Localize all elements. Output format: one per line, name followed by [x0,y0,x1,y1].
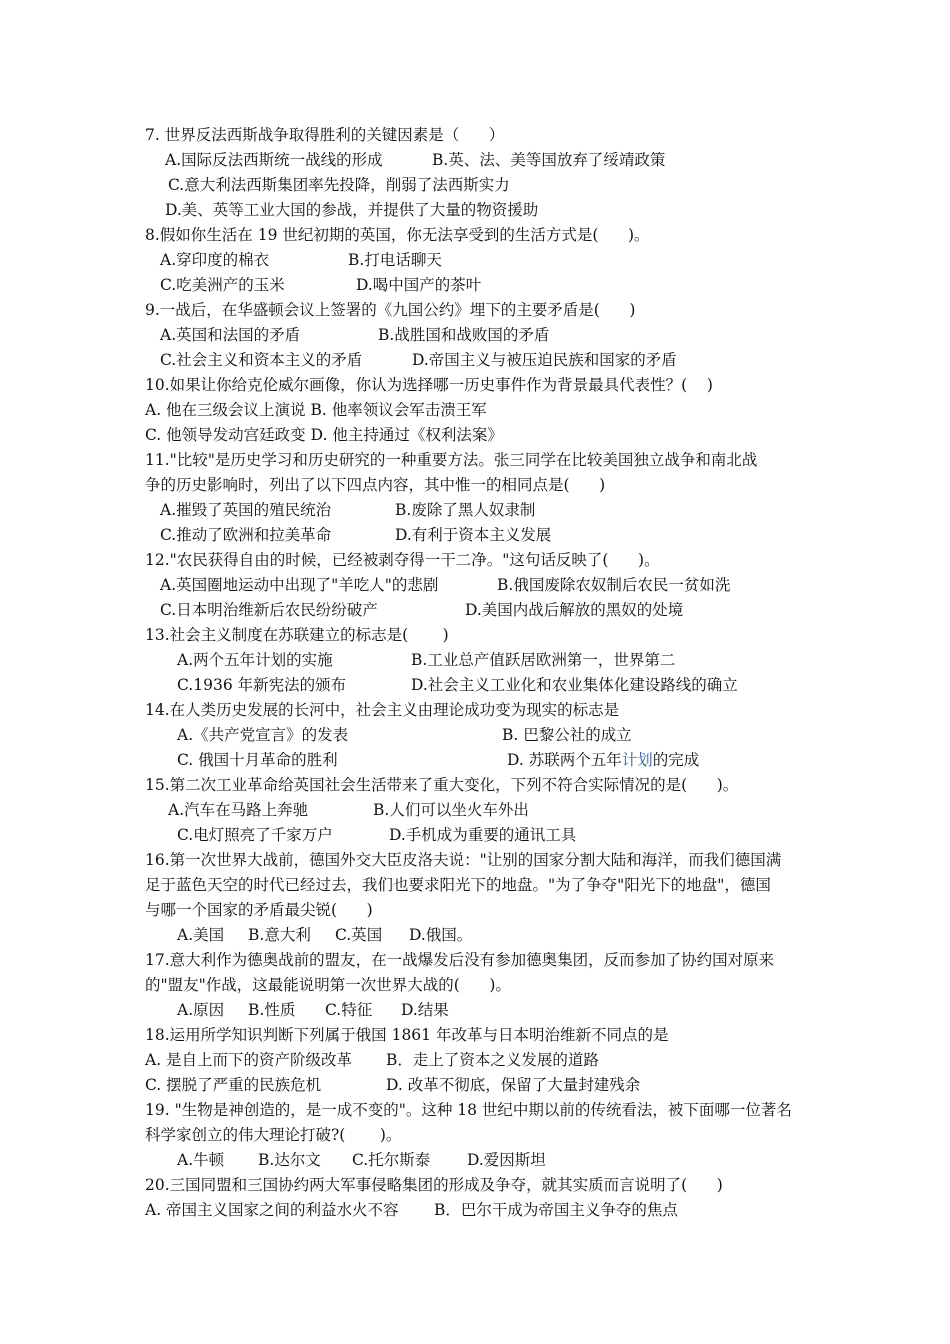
q18-option-c: C. 摆脱了严重的民族危机 [145,1076,322,1094]
q11-option-d: D.有利于资本主义发展 [395,526,552,544]
q16-option-c: C.英国 [335,926,383,944]
q19-option-b: B.达尔文 [258,1151,321,1169]
q14-option-d-highlight: 计划 [621,751,653,769]
q18-stem: 18.运用所学知识判断下列属于俄国 1861 年改革与日本明治维新不同点的是 [145,1026,669,1044]
q13-stem: 13.社会主义制度在苏联建立的标志是( ) [145,626,449,644]
q14-option-b: B. 巴黎公社的成立 [502,726,632,744]
q11-option-a: A.摧毁了英国的殖民统治 [160,501,332,519]
q14-option-d-pre: D. 苏联两个五年 [507,751,622,769]
q15-stem: 15.第二次工业革命给英国社会生活带来了重大变化，下列不符合实际情况的是( )。 [145,776,739,794]
q12-stem: 12."农民获得自由的时候，已经被剥夺得一干二净。"这句话反映了( )。 [145,551,660,569]
q16-stem-line2: 足于蓝色天空的时代已经过去，我们也要求阳光下的地盘。"为了争夺"阳光下的地盘"，德国 [145,876,771,894]
q9-option-d: D.帝国主义与被压迫民族和国家的矛盾 [412,351,677,369]
q14-option-d-post: 的完成 [652,751,700,769]
q20-stem: 20.三国同盟和三国协约两大军事侵略集团的形成及争夺，就其实质而言说明了( ) [145,1176,723,1194]
q17-option-b: B.性质 [248,1001,296,1019]
q20-option-a: A. 帝国主义国家之间的利益水火不容 [145,1201,399,1219]
q13-option-c: C.1936 年新宪法的颁布 [177,676,347,694]
q19-option-d: D.爱因斯坦 [467,1151,546,1169]
q15-option-b: B.人们可以坐火车外出 [373,801,529,819]
q10-options-ab: A. 他在三级会议上演说 B. 他率领议会军击溃王军 [145,401,487,419]
q17-stem-line2: 的"盟友"作战，这最能说明第一次世界大战的( )。 [145,976,511,994]
q9-option-a: A.英国和法国的矛盾 [160,326,301,344]
q8-option-d: D.喝中国产的茶叶 [356,276,482,294]
q10-options-cd: C. 他领导发动宫廷政变 D. 他主持通过《权利法案》 [145,426,503,444]
q19-option-a: A.牛顿 [177,1151,225,1169]
q18-option-a: A. 是自上而下的资产阶级改革 [145,1051,353,1069]
q18-option-d: D. 改革不彻底，保留了大量封建残余 [386,1076,641,1094]
q11-option-c: C.推动了欧洲和拉美革命 [160,526,332,544]
q15-option-d: D.手机成为重要的通讯工具 [389,826,577,844]
q13-option-b: B.工业总产值跃居欧洲第一，世界第二 [411,651,676,669]
q12-option-d: D.美国内战后解放的黑奴的处境 [465,601,684,619]
q8-option-a: A.穿印度的棉衣 [160,251,270,269]
q16-option-a: A.美国 [177,926,225,944]
q8-stem: 8.假如你生活在 19 世纪初期的英国，你无法享受到的生活方式是( )。 [145,226,650,244]
q14-option-a: A.《共产党宣言》的发表 [177,726,349,744]
q16-option-d: D.俄国。 [409,926,473,944]
q8-option-b: B.打电话聊天 [348,251,442,269]
q16-stem-line3: 与哪一个国家的矛盾最尖锐( ) [145,901,373,919]
q19-stem-line2: 科学家创立的伟大理论打破?( )。 [145,1126,402,1144]
q10-stem: 10.如果让你给克伦威尔画像，你认为选择哪一历史事件作为背景最具代表性？( ) [145,376,713,394]
q8-option-c: C.吃美洲产的玉米 [160,276,285,294]
q17-option-c: C.特征 [325,1001,373,1019]
q11-stem-line1: 11."比较"是历史学习和历史研究的一种重要方法。张三同学在比较美国独立战争和南北战 [145,451,758,469]
q9-stem: 9.一战后，在华盛顿会议上签署的《九国公约》埋下的主要矛盾是( ) [145,301,636,319]
q7-option-c: C.意大利法西斯集团率先投降，削弱了法西斯实力 [168,176,510,194]
q7-option-d: D.美、英等工业大国的参战，并提供了大量的物资援助 [165,201,539,219]
q12-option-a: A.英国圈地运动中出现了"羊吃人"的悲剧 [160,576,439,594]
q13-option-d: D.社会主义工业化和农业集体化建设路线的确立 [411,676,738,694]
q14-option-d [507,748,699,773]
q7-stem: 7. 世界反法西斯战争取得胜利的关键因素是（ ） [145,126,505,144]
q20-option-b: B．巴尔干成为帝国主义争夺的焦点 [434,1201,678,1219]
q17-option-a: A.原因 [177,1001,225,1019]
q17-option-d: D.结果 [401,1001,449,1019]
q19-option-c: C.托尔斯泰 [352,1151,431,1169]
q19-stem-line1: 19. "生物是神创造的，是一成不变的"。这种 18 世纪中期以前的传统看法，被下面哪一位著名 [145,1101,792,1119]
q9-option-c: C.社会主义和资本主义的矛盾 [160,351,363,369]
q13-option-a: A.两个五年计划的实施 [177,651,333,669]
q18-option-b: B．走上了资本之义发展的道路 [386,1051,599,1069]
q7-option-b: B.英、法、美等国放弃了绥靖政策 [432,151,666,169]
q12-option-c: C.日本明治维新后农民纷纷破产 [160,601,378,619]
q14-option-c: C. 俄国十月革命的胜利 [177,751,338,769]
q15-option-a: A.汽车在马路上奔驰 [168,801,309,819]
q15-option-c: C.电灯照亮了千家万户 [177,826,333,844]
q17-stem-line1: 17.意大利作为德奥战前的盟友，在一战爆发后没有参加德奥集团，反而参加了协约国对原来 [145,951,775,969]
q11-option-b: B.废除了黑人奴隶制 [395,501,536,519]
q9-option-b: B.战胜国和战败国的矛盾 [378,326,550,344]
q7-option-a: A.国际反法西斯统一战线的形成 [165,151,383,169]
q12-option-b: B.俄国废除农奴制后农民一贫如洗 [497,576,731,594]
q16-stem-line1: 16.第一次世界大战前，德国外交大臣皮洛夫说："让别的国家分割大陆和海洋，而我们德国满 [145,851,782,869]
q14-stem: 14.在人类历史发展的长河中，社会主义由理论成功变为现实的标志是 [145,701,620,719]
q11-stem-line2: 争的历史影响时，列出了以下四点内容，其中惟一的相同点是( ) [145,476,606,494]
q16-option-b: B.意大利 [248,926,311,944]
